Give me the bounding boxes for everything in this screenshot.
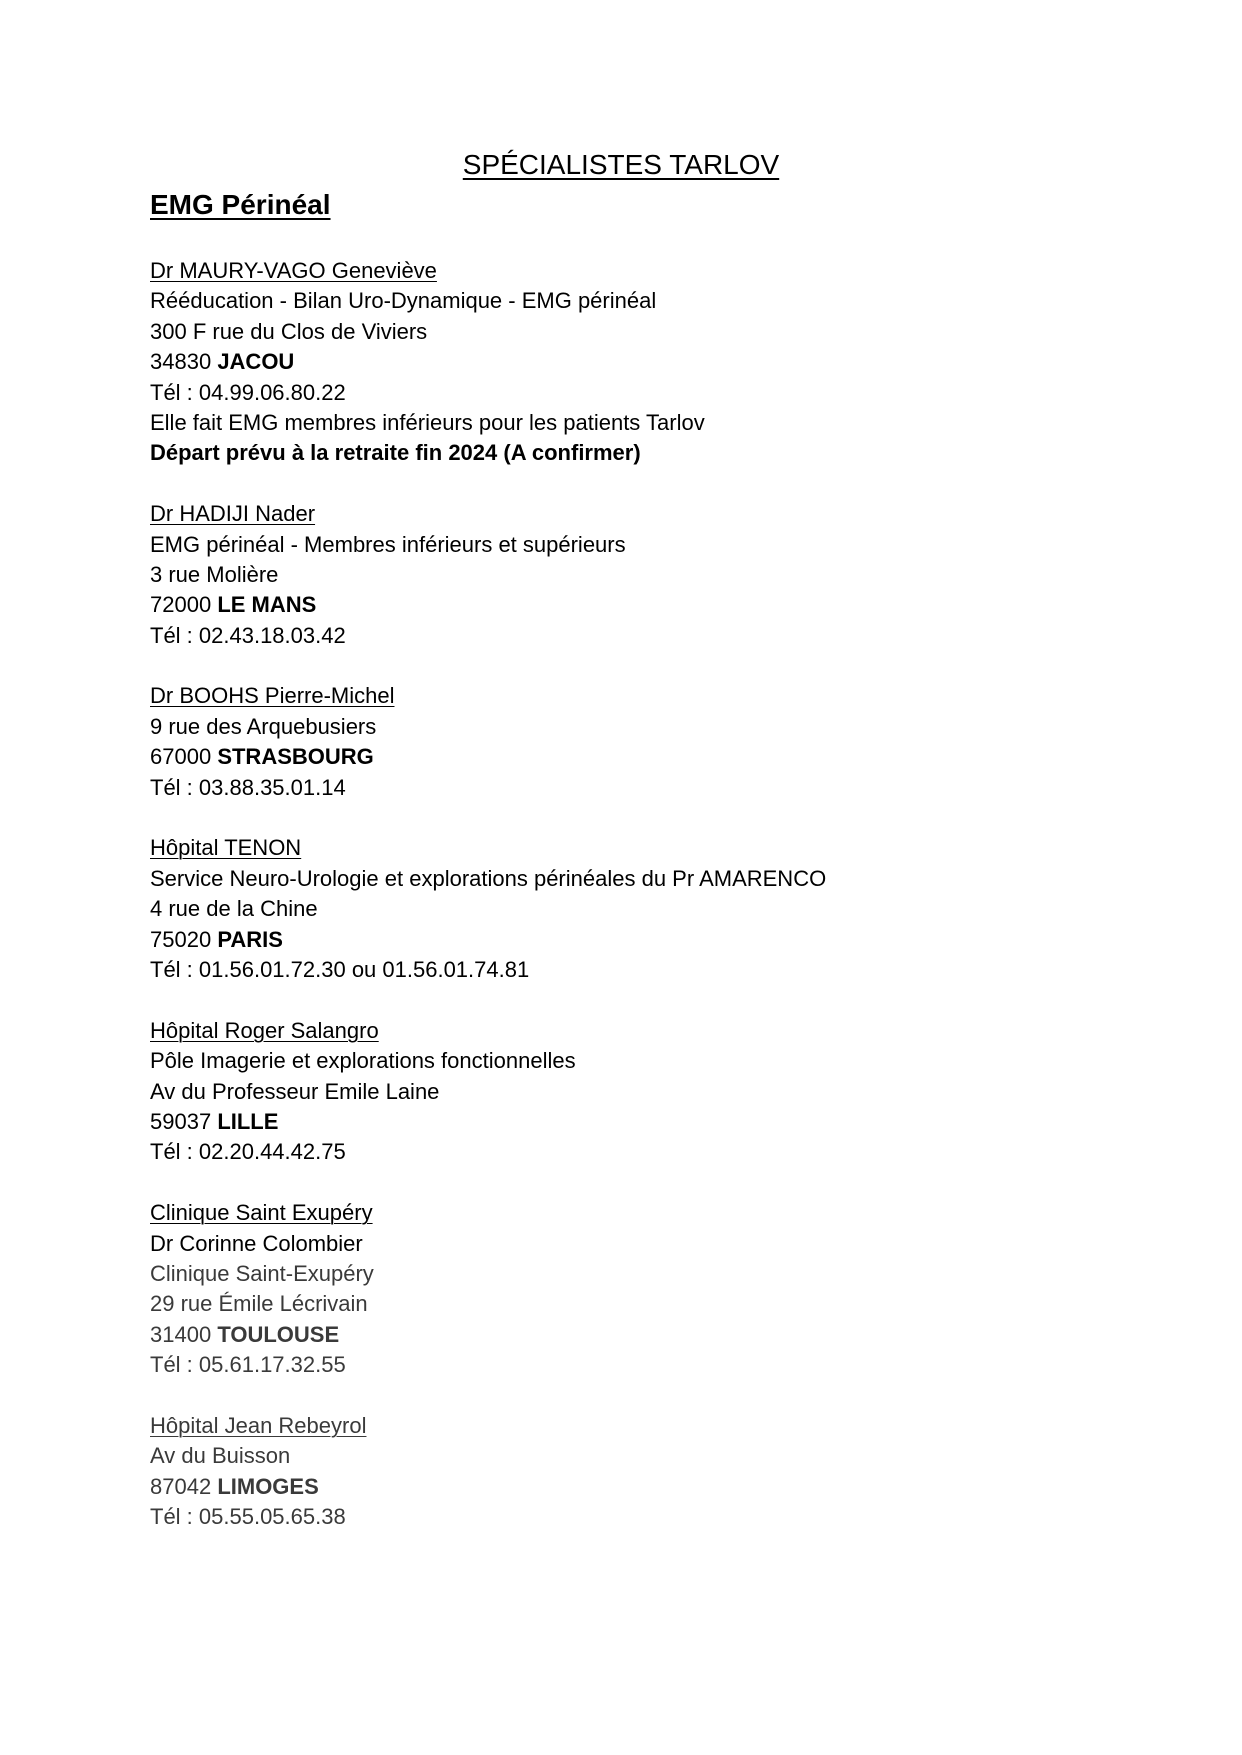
specialist-postal-line bbox=[150, 1107, 1150, 1137]
specialist-entry bbox=[150, 1016, 1150, 1168]
specialist-postal-line bbox=[150, 1472, 1150, 1502]
specialist-detail: EMG périnéal - Membres inférieurs et supérieurs bbox=[150, 531, 626, 557]
specialist-address: Av du Professeur Emile Laine bbox=[150, 1078, 440, 1104]
postal-code: 34830 bbox=[150, 349, 212, 375]
city: LIMOGES bbox=[217, 1473, 319, 1499]
specialist-address: Av du Buisson bbox=[150, 1443, 291, 1469]
city: LILLE bbox=[217, 1108, 279, 1134]
specialist-address: 3 rue Molière bbox=[150, 561, 279, 587]
specialist-detail: Dr Corinne Colombier bbox=[150, 1230, 363, 1256]
specialist-phone: Tél : 04.99.06.80.22 bbox=[150, 379, 346, 405]
specialist-name: Hôpital Jean Rebeyrol bbox=[150, 1412, 367, 1438]
specialist-name: Dr HADIJI Nader bbox=[150, 501, 316, 527]
specialist-postal-line bbox=[150, 1320, 1150, 1350]
city: PARIS bbox=[217, 926, 283, 952]
city: TOULOUSE bbox=[217, 1321, 340, 1347]
specialist-phone: Tél : 03.88.35.01.14 bbox=[150, 774, 346, 800]
specialist-phone: Tél : 02.20.44.42.75 bbox=[150, 1139, 346, 1165]
specialist-phone: Tél : 05.55.05.65.38 bbox=[150, 1504, 346, 1530]
specialist-entry bbox=[150, 499, 1150, 651]
specialist-name: Clinique Saint Exupéry bbox=[150, 1200, 373, 1226]
specialist-list bbox=[150, 256, 1150, 1563]
section-title: EMG Périnéal bbox=[150, 189, 331, 220]
specialist-name: Hôpital TENON bbox=[150, 835, 302, 861]
specialist-postal-line bbox=[150, 925, 1150, 955]
specialist-phone: Tél : 02.43.18.03.42 bbox=[150, 622, 346, 648]
specialist-name: Dr MAURY-VAGO Geneviève bbox=[150, 258, 437, 283]
postal-code: 72000 bbox=[150, 592, 212, 618]
specialist-address: 300 F rue du Clos de Viviers bbox=[150, 318, 428, 344]
postal-code: 75020 bbox=[150, 926, 212, 952]
specialist-detail: Rééducation - Bilan Uro-Dynamique - EMG périnéal bbox=[150, 288, 657, 314]
specialist-note: Elle fait EMG membres inférieurs pour les patients Tarlov bbox=[150, 409, 705, 435]
specialist-entry bbox=[150, 1411, 1150, 1533]
specialist-entry bbox=[150, 681, 1150, 803]
specialist-address: 4 rue de la Chine bbox=[150, 896, 318, 922]
postal-code: 59037 bbox=[150, 1108, 212, 1134]
document-title: SPÉCIALISTES TARLOV bbox=[462, 149, 780, 180]
postal-code: 87042 bbox=[150, 1473, 212, 1499]
specialist-detail: Pôle Imagerie et explorations fonctionnelles bbox=[150, 1048, 576, 1074]
specialist-postal-line bbox=[150, 347, 1150, 377]
specialist-phone: Tél : 01.56.01.72.30 ou 01.56.01.74.81 bbox=[150, 956, 530, 982]
postal-code: 67000 bbox=[150, 744, 212, 770]
specialist-postal-line bbox=[150, 590, 1150, 620]
specialist-bold-note: Départ prévu à la retraite fin 2024 (A confirmer) bbox=[150, 440, 641, 466]
city: LE MANS bbox=[217, 592, 317, 618]
specialist-detail: Clinique Saint-Exupéry bbox=[150, 1260, 374, 1286]
specialist-postal-line bbox=[150, 742, 1150, 772]
city: JACOU bbox=[217, 349, 295, 375]
specialist-entry bbox=[150, 256, 1150, 469]
specialist-muted-block bbox=[150, 1259, 1150, 1381]
postal-code: 31400 bbox=[150, 1321, 212, 1347]
specialist-address: 29 rue Émile Lécrivain bbox=[150, 1291, 368, 1317]
specialist-entry bbox=[150, 833, 1150, 985]
specialist-address: 9 rue des Arquebusiers bbox=[150, 713, 377, 739]
city: STRASBOURG bbox=[217, 744, 374, 770]
specialist-name: Dr BOOHS Pierre-Michel bbox=[150, 683, 395, 709]
specialist-name: Hôpital Roger Salangro bbox=[150, 1017, 379, 1043]
specialist-phone: Tél : 05.61.17.32.55 bbox=[150, 1352, 346, 1378]
specialist-detail: Service Neuro-Urologie et explorations périnéales du Pr AMARENCO bbox=[150, 865, 827, 891]
specialist-entry bbox=[150, 1198, 1150, 1380]
